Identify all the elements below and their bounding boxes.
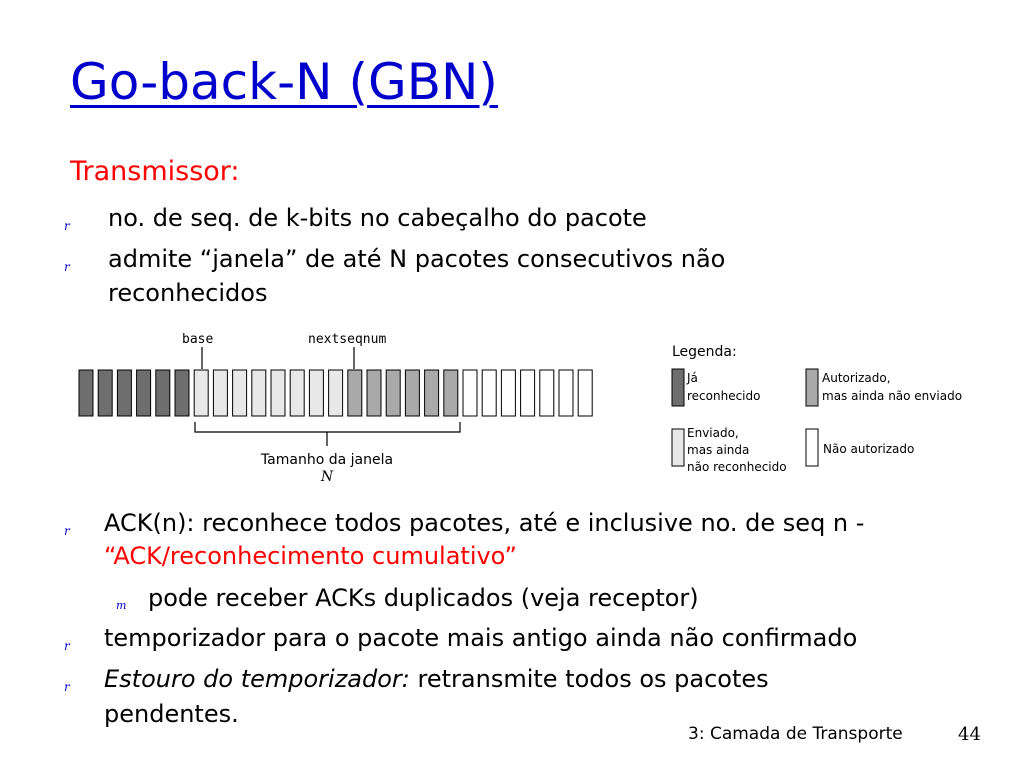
legend-swatch-usable (806, 369, 818, 406)
packet-unusable (482, 370, 496, 416)
bullet-text: admite “janela” de até N pacotes consecutivos não (108, 245, 726, 273)
packet-acked (175, 370, 189, 416)
legend-swatch-acked (672, 369, 684, 406)
packet-unusable (540, 370, 554, 416)
packet-sent (252, 370, 266, 416)
packet-sent (290, 370, 304, 416)
packet-sent (233, 370, 247, 416)
packet-sequence (79, 370, 592, 416)
window-bracket (195, 422, 460, 432)
packet-unusable (501, 370, 515, 416)
footer-chapter: 3: Camada de Transporte (688, 724, 903, 744)
legend-line: não reconhecido (687, 460, 787, 474)
packet-acked (117, 370, 131, 416)
legend-text-sent (687, 426, 787, 474)
timeout-italic-text: Estouro do temporizador: (104, 665, 410, 693)
packet-acked (98, 370, 112, 416)
sub-bullet-marker: m (116, 599, 127, 612)
legend-line: reconhecido (687, 389, 761, 403)
packet-unusable (463, 370, 477, 416)
packet-sent (213, 370, 227, 416)
bullet-text: temporizador para o pacote mais antigo ainda não confirmado (104, 624, 858, 652)
packet-usable (367, 370, 381, 416)
slide-title: Go-back-N (GBN) (70, 53, 498, 111)
page-number: 44 (958, 724, 981, 745)
bullet-marker: r (64, 680, 70, 694)
legend-line: mas ainda não enviado (822, 389, 963, 403)
sender-subheading: Transmissor: (70, 156, 240, 187)
packet-usable (386, 370, 400, 416)
bullet-marker: r (64, 639, 70, 653)
bullet-text: no. de seq. de k-bits no cabeçalho do pacote (108, 204, 647, 232)
legend-text-acked (686, 371, 760, 403)
packet-sent (194, 370, 208, 416)
legend-text-usable (822, 371, 962, 403)
packet-usable (425, 370, 439, 416)
bullet-marker: r (64, 524, 70, 538)
legend-line: Já (687, 371, 698, 385)
packet-unusable (578, 370, 592, 416)
packet-acked (79, 370, 93, 416)
legend-title: Legenda: (672, 344, 737, 360)
packet-unusable (559, 370, 573, 416)
bullet-text: reconhecidos (108, 279, 268, 307)
legend-line: mas ainda (687, 443, 750, 457)
packet-sent (329, 370, 343, 416)
bullet-text: pode receber ACKs duplicados (veja receptor) (148, 584, 699, 612)
bullet-text (104, 663, 769, 695)
cumulative-ack-text: “ACK/reconhecimento cumulativo” (104, 542, 517, 570)
packet-usable (444, 370, 458, 416)
legend-text-unusable (823, 442, 914, 456)
legend-swatch-sent (672, 429, 684, 466)
packet-usable (348, 370, 362, 416)
nextseqnum-label: nextseqnum (308, 332, 387, 347)
packet-sent (271, 370, 285, 416)
legend-line: Não autorizado (823, 442, 915, 456)
packet-acked (156, 370, 170, 416)
timeout-rest-text: retransmite todos os pacotes (409, 665, 769, 693)
packet-acked (137, 370, 151, 416)
bullet-text: ACK(n): reconhece todos pacotes, até e inclusive no. de seq n - (104, 509, 865, 537)
packet-unusable (521, 370, 535, 416)
bullet-marker: r (64, 260, 70, 274)
bullet-text: pendentes. (104, 700, 239, 728)
legend-line: Enviado, (687, 426, 739, 440)
window-size-label: Tamanho da janela (260, 452, 394, 468)
legend-swatch-unusable (806, 429, 818, 466)
packet-sent (309, 370, 323, 416)
window-size-symbol: N (320, 469, 334, 485)
legend-line: Autorizado, (822, 371, 891, 385)
base-label: base (182, 332, 214, 347)
bullet-marker: r (64, 219, 70, 233)
packet-usable (405, 370, 419, 416)
